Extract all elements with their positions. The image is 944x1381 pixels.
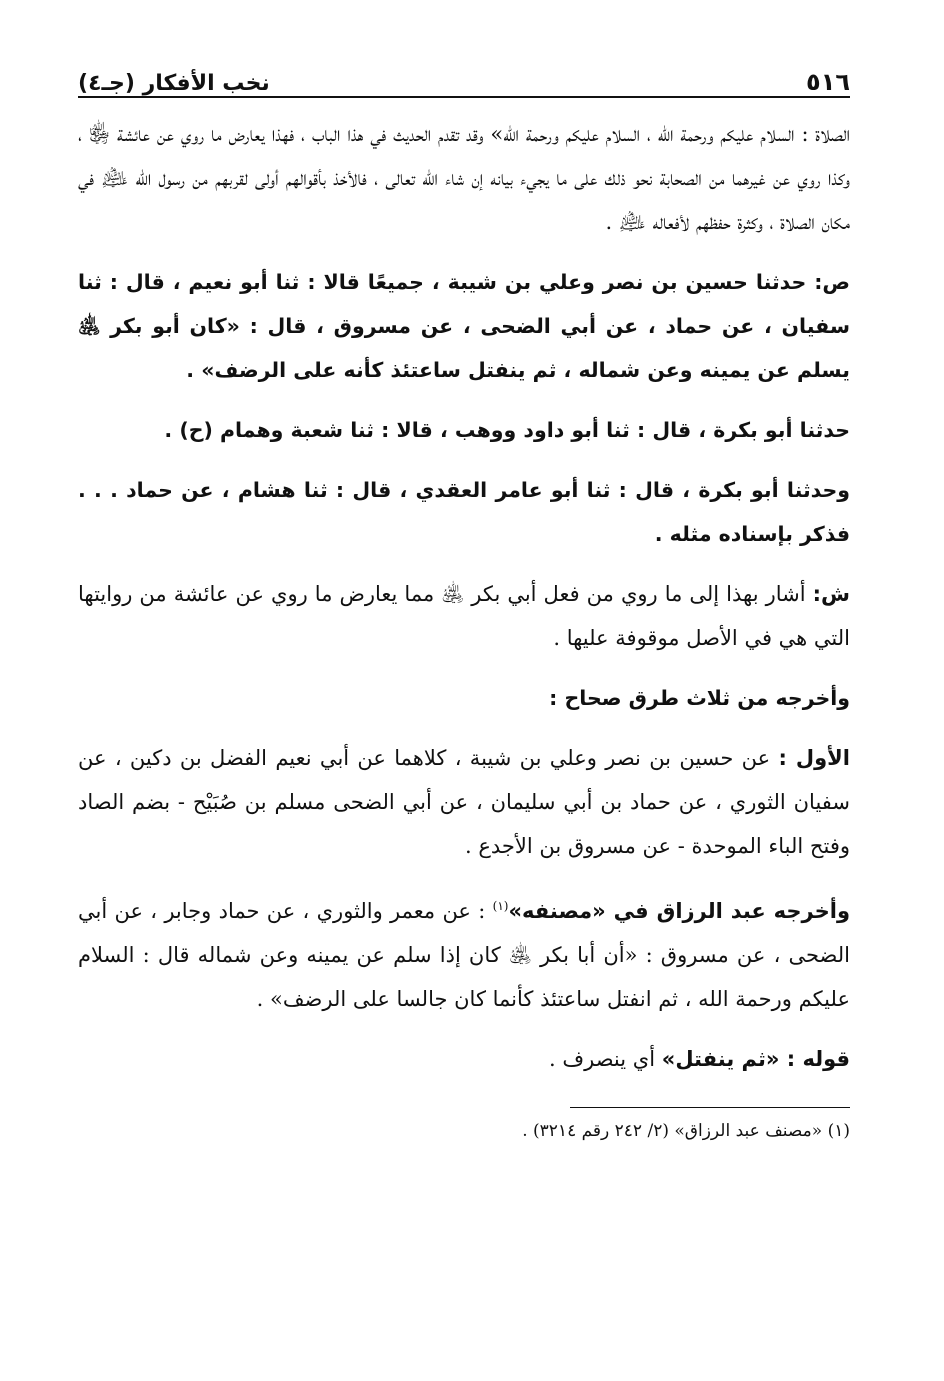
book-title: نخب الأفكار (جـ٤) xyxy=(78,71,270,96)
paragraph xyxy=(78,1037,850,1081)
hadith-text xyxy=(78,408,850,452)
hadith-text xyxy=(78,468,850,556)
page-header xyxy=(78,58,850,98)
page-number: ٥١٦ xyxy=(806,68,850,96)
paragraph xyxy=(78,112,850,244)
paragraph-text: : عن معمر والثوري ، عن حماد وجابر ، عن أبي الضحى ، عن مسروق : «أن أبا بكر ﵁ كان إذا سلم عن يمينه وعن شماله قال : السلام عليكم ورحمة الله ، ثم انفتل ساعتئذ كأنما كان جالسا على الرضف» . xyxy=(78,899,850,1011)
paragraph-lead: الأول : xyxy=(778,746,850,770)
footnote-divider xyxy=(570,1107,850,1108)
footnote-ref[interactable]: (١) xyxy=(492,899,509,913)
hadith-text xyxy=(78,260,850,392)
paragraph-lead: ش: xyxy=(812,582,850,606)
section-heading xyxy=(78,676,850,720)
paragraph-lead: وأخرجه عبد الرزاق في «مصنفه» xyxy=(508,899,850,923)
paragraph-lead: قوله : «ثم ينفتل» xyxy=(661,1047,850,1071)
page xyxy=(78,58,850,1338)
paragraph-text: الصلاة : السلام عليكم ورحمة الله ، السلام عليكم ورحمة الله» وقد تقدم الحديث في هذا الباب ، فهذا يعارض ما روي عن عائشة ﵂ ، وكذا روي عن غيرهما من الصحابة نحو ذلك على ما يجيء بيانه إن شاء الله تعالى ، فالأخذ بأقوالهم أولى لقربهم من رسول الله ﵇ في مكان الصلاة ، وكثرة حفظهم لأفعاله ﵇ . xyxy=(78,122,850,234)
paragraph-lead: ص: xyxy=(814,270,850,294)
paragraph xyxy=(78,884,850,1021)
paragraph-text: وحدثنا أبو بكرة ، قال : ثنا أبو عامر العقدي ، قال : ثنا هشام ، عن حماد . . . فذكر بإسناده مثله . xyxy=(78,478,850,546)
paragraph-text: أي ينصرف . xyxy=(549,1047,656,1071)
paragraph xyxy=(78,736,850,868)
paragraph-text: عن حسين بن نصر وعلي بن شيبة ، كلاهما عن أبي نعيم الفضل بن دكين ، عن سفيان الثوري ، عن حماد بن أبي سليمان ، عن أبي الضحى مسلم بن صُبَيْح - بضم الصاد وفتح الباء الموحدة - عن مسروق بن الأجدع . xyxy=(78,746,850,858)
paragraph-text: حدثنا حسين بن نصر وعلي بن شيبة ، جميعًا قالا : ثنا أبو نعيم ، قال : ثنا سفيان ، عن حماد ، عن أبي الضحى ، عن مسروق ، قال : «كان أبو بكر ﵁ يسلم عن يمينه وعن شماله ، ثم ينفتل ساعتئذ كأنه على الرضف» . xyxy=(78,270,850,382)
paragraph xyxy=(78,572,850,660)
paragraph-text: وأخرجه من ثلاث طرق صحاح : xyxy=(549,686,850,710)
page-body xyxy=(78,112,850,1081)
paragraph-text: أشار بهذا إلى ما روي من فعل أبي بكر ﵁ مما يعارض ما روي عن عائشة من روايتها التي هي في الأصل موقوفة عليها . xyxy=(78,582,850,650)
footnote: (١) «مصنف عبد الرزاق» (٢/ ٢٤٢ رقم ٣٢١٤) . xyxy=(522,1121,850,1141)
paragraph-text: حدثنا أبو بكرة ، قال : ثنا أبو داود ووهب ، قالا : ثنا شعبة وهمام (ح) . xyxy=(164,418,850,442)
